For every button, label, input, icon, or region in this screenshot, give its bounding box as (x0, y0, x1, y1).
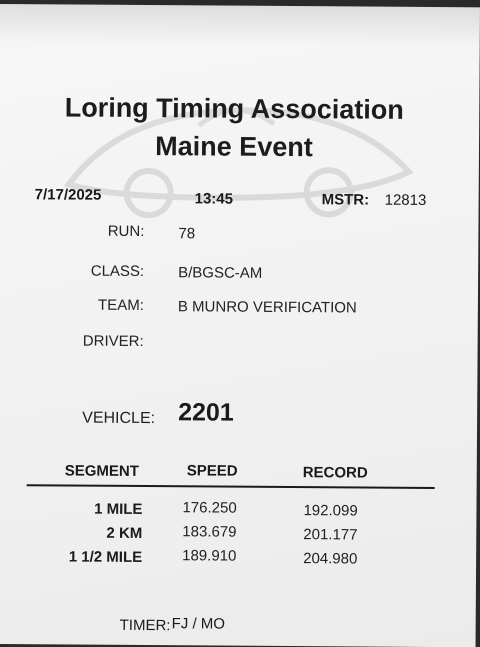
segment-header: SEGMENT (64, 462, 139, 480)
segment-cell: 1 MILE (94, 500, 143, 519)
speed-cell: 176.250 (182, 499, 237, 517)
record-cell: 201.177 (303, 526, 358, 544)
mstr-label: MSTR: (321, 191, 370, 209)
paper-shadow (0, 4, 480, 47)
run-date: 7/17/2025 (34, 186, 102, 204)
record-header: RECORD (302, 464, 368, 482)
vehicle-label: VEHICLE: (82, 409, 156, 428)
run-label: RUN: (107, 222, 145, 241)
mstr-value: 12813 (384, 191, 427, 209)
speed-header: SPEED (186, 462, 238, 480)
segment-cell: 1 1/2 MILE (68, 548, 143, 567)
segment-cell: 2 KM (106, 524, 143, 543)
driver-label: DRIVER: (82, 332, 144, 351)
class-label: CLASS: (90, 262, 145, 281)
record-cell: 192.099 (303, 502, 358, 520)
record-cell: 204.980 (303, 550, 358, 568)
timing-slip (0, 4, 480, 647)
speed-cell: 183.679 (182, 523, 237, 541)
timer-label: TIMER: (119, 616, 171, 635)
vehicle-number: 2201 (178, 398, 234, 427)
run-time: 13:45 (194, 190, 234, 208)
table-divider (27, 484, 435, 489)
speed-cell: 189.910 (182, 547, 237, 565)
timer-value: FJ / MO (171, 615, 226, 633)
event-title-line2: Maine Event (155, 131, 313, 163)
run-value: 78 (178, 225, 196, 243)
team-value: B MUNRO VERIFICATION (177, 298, 357, 317)
event-title-line1: Loring Timing Association (64, 92, 404, 125)
team-label: TEAM: (97, 296, 144, 315)
class-value: B/BGSC-AM (178, 264, 263, 282)
